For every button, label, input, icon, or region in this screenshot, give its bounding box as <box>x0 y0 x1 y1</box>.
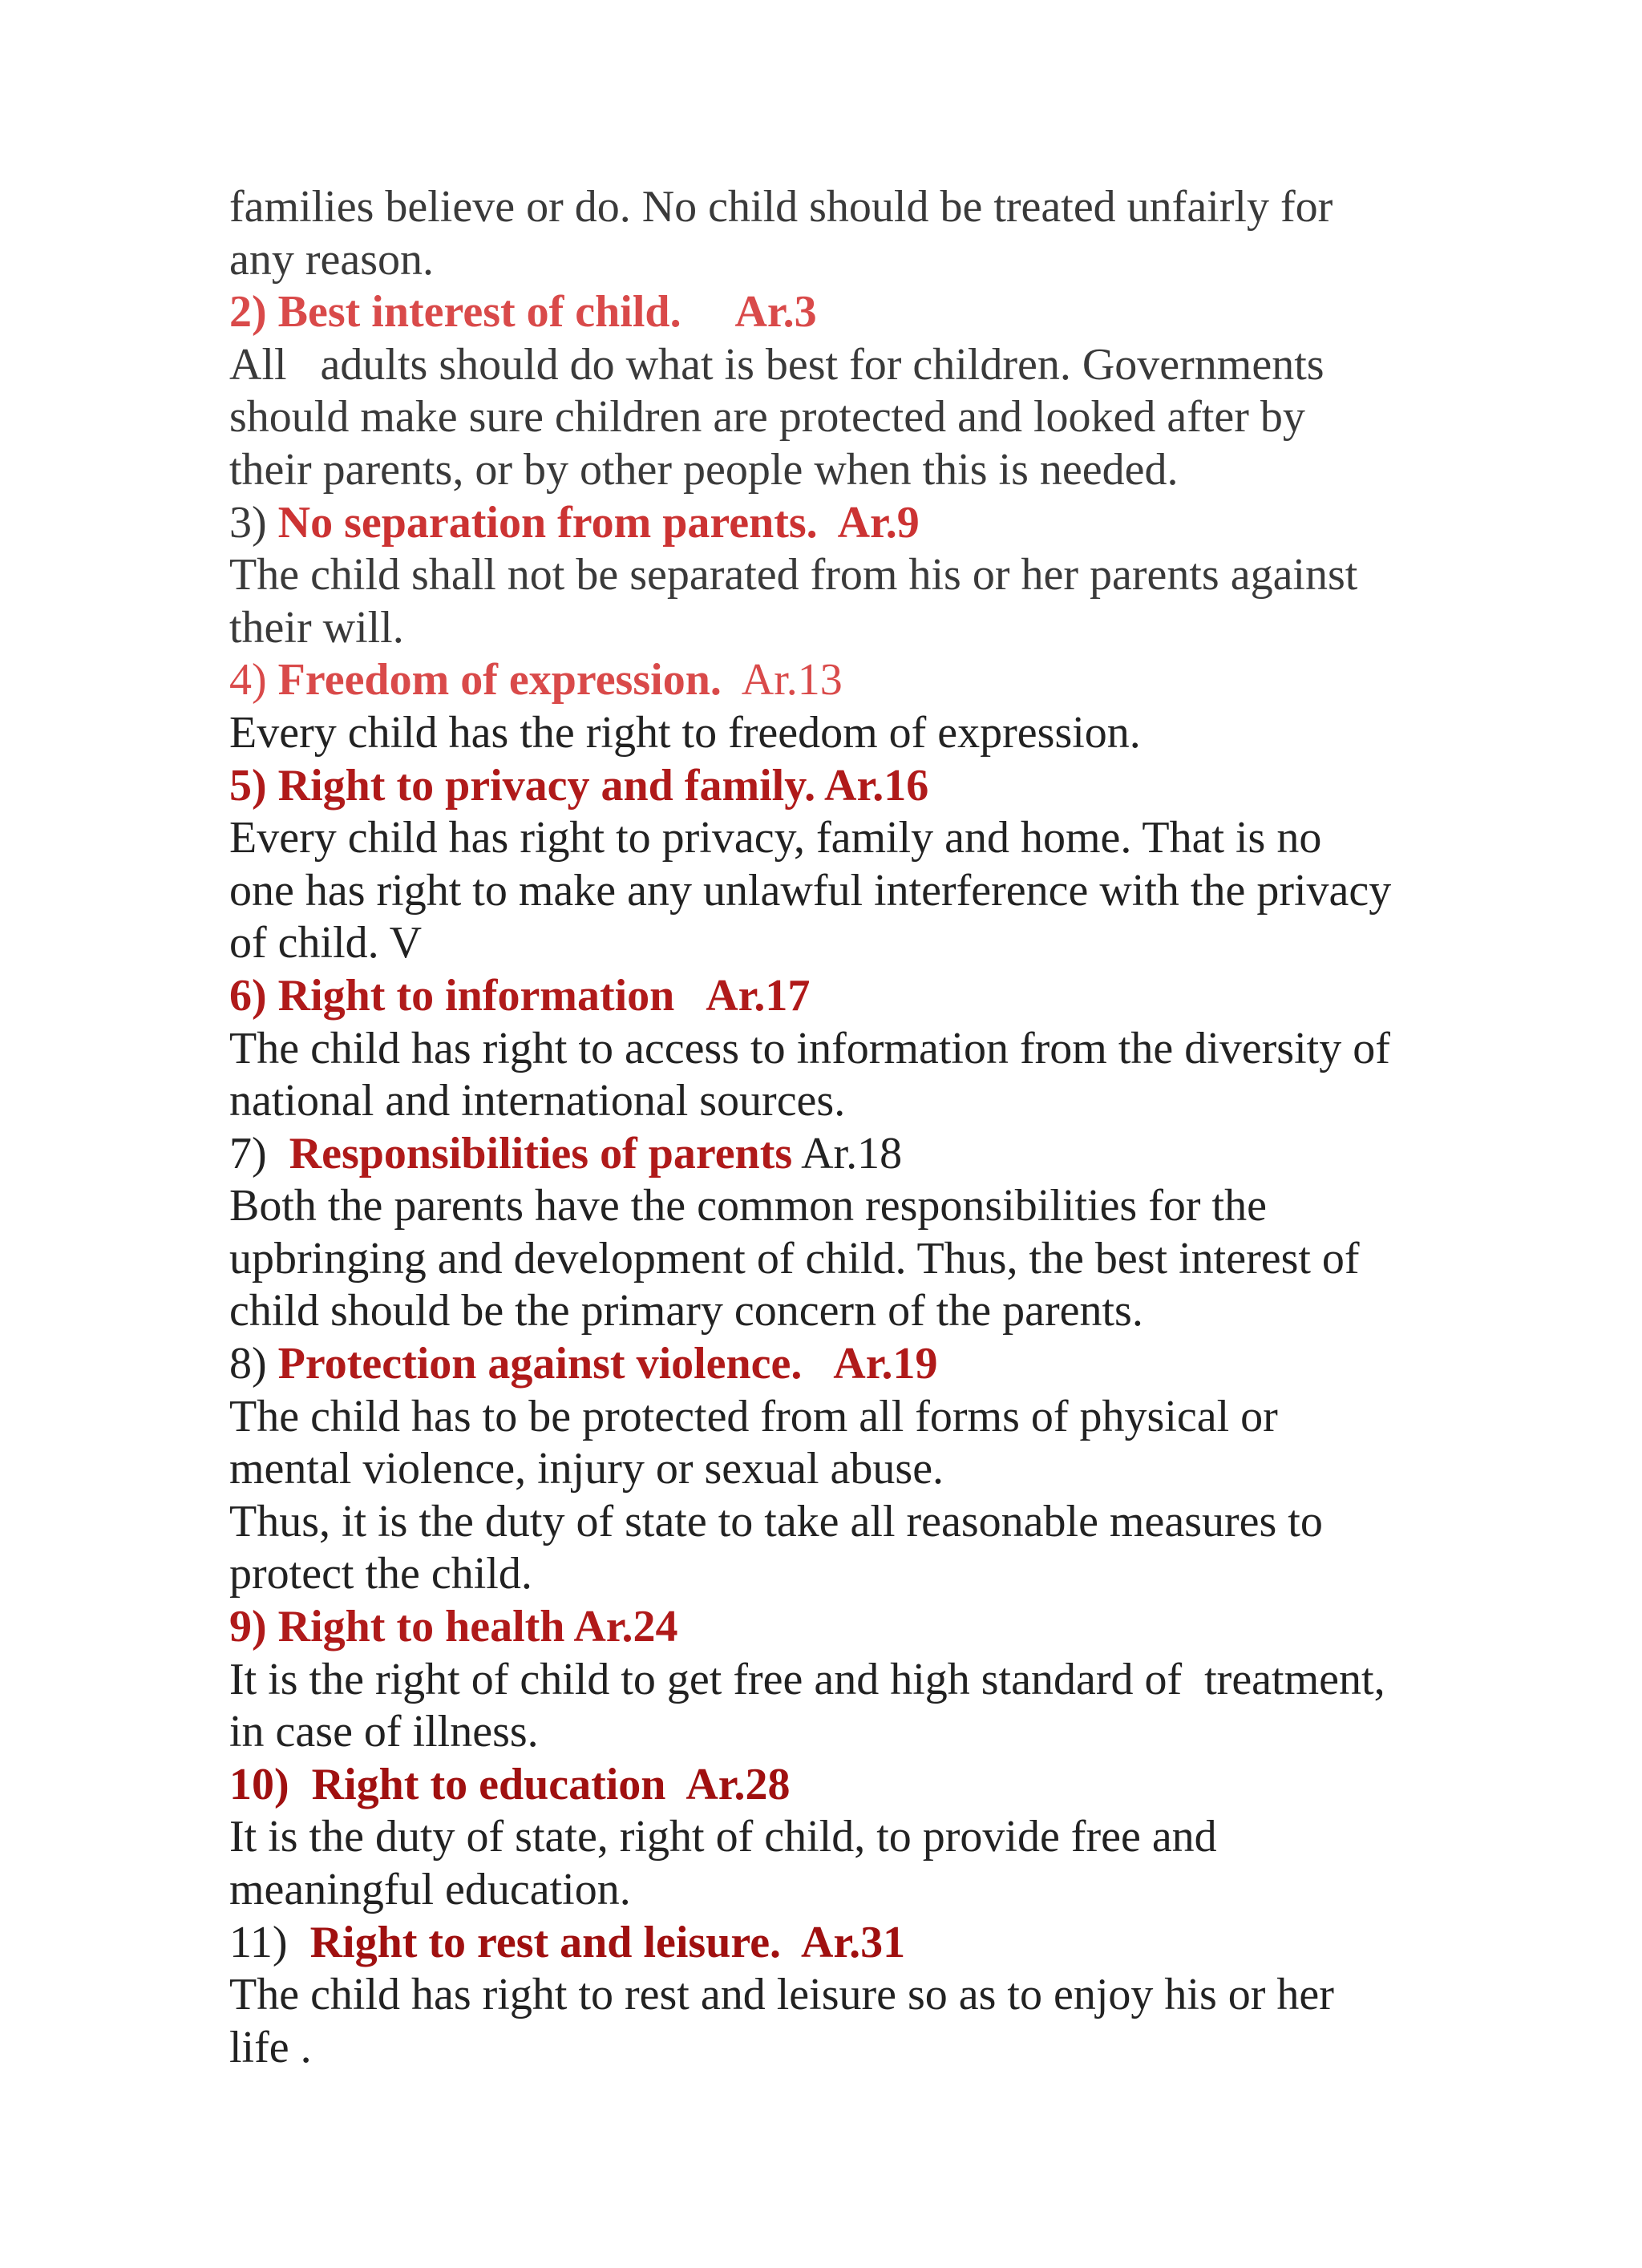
intro-line: families believe or do. No child should be treated unfairly for <box>229 182 1333 232</box>
right-body-line: It is the right of child to get free and high standard of treatment, <box>229 1654 1385 1704</box>
right-heading <box>229 286 1512 339</box>
right-body-line: life . <box>229 2022 312 2072</box>
right-heading <box>229 1601 1512 1654</box>
right-body-line: Every child has right to privacy, family and home. That is no <box>229 813 1322 863</box>
right-number: 6) <box>229 970 267 1021</box>
right-title: Right to rest and leisure. Ar.31 <box>309 1917 906 1967</box>
right-article: Ar.13 <box>741 655 843 705</box>
right-title: No separation from parents. Ar.9 <box>277 497 920 548</box>
document-page <box>229 181 1512 2074</box>
right-body-line: It is the duty of state, right of child, to provide free and <box>229 1812 1217 1862</box>
right-title: Right to education Ar.28 <box>311 1759 791 1809</box>
right-body-line: mental violence, injury or sexual abuse. <box>229 1444 944 1494</box>
right-heading <box>229 760 1512 813</box>
right-number: 2) <box>229 287 267 338</box>
right-body-line: of child. V <box>229 918 423 968</box>
right-body-line: child should be the primary concern of the parents. <box>229 1286 1143 1336</box>
right-heading <box>229 1917 1512 1970</box>
right-number: 10) <box>229 1759 289 1809</box>
right-heading <box>229 1338 1512 1391</box>
right-heading <box>229 654 1512 707</box>
right-title: Protection against violence. Ar.19 <box>277 1339 938 1389</box>
right-body-line: All adults should do what is best for children. Governments <box>229 339 1325 390</box>
right-body-line: The child has to be protected from all forms of physical or <box>229 1391 1278 1441</box>
right-article: Ar.18 <box>801 1128 903 1178</box>
right-number: 11) <box>229 1917 288 1967</box>
right-body-line: The child shall not be separated from his or her parents against <box>229 550 1358 600</box>
right-number: 4) <box>229 655 267 705</box>
right-title: Right to health Ar.24 <box>277 1602 678 1652</box>
right-heading <box>229 1759 1512 1812</box>
intro-line: any reason. <box>229 234 435 285</box>
right-body-line: national and international sources. <box>229 1076 846 1126</box>
right-body-line: Every child has the right to freedom of expression. <box>229 707 1141 758</box>
right-body-line: in case of illness. <box>229 1707 539 1757</box>
right-title: Freedom of expression. <box>277 655 722 705</box>
right-title: Best interest of child. Ar.3 <box>277 287 817 338</box>
right-heading <box>229 497 1512 550</box>
right-heading <box>229 1128 1512 1181</box>
right-number: 5) <box>229 760 267 811</box>
right-number: 8) <box>229 1339 267 1389</box>
right-number: 9) <box>229 1602 267 1652</box>
right-body-line: Both the parents have the common responsibilities for the <box>229 1181 1267 1231</box>
right-body-line: The child has right to access to information from the diversity of <box>229 1023 1390 1073</box>
right-body-line: Thus, it is the duty of state to take all reasonable measures to <box>229 1496 1323 1546</box>
right-body-line: their parents, or by other people when this is needed. <box>229 444 1179 495</box>
right-body-line: one has right to make any unlawful interference with the privacy <box>229 865 1392 916</box>
right-title: Responsibilities of parents <box>289 1128 793 1178</box>
right-title: Right to information Ar.17 <box>277 970 811 1021</box>
right-body-line: The child has right to rest and leisure so as to enjoy his or her <box>229 1970 1334 2020</box>
right-body-line: meaningful education. <box>229 1865 631 1914</box>
right-body-line: their will. <box>229 602 404 653</box>
right-body-line: upbringing and development of child. Thus, the best interest of <box>229 1233 1360 1284</box>
right-number: 3) <box>229 497 267 548</box>
right-number: 7) <box>229 1128 267 1178</box>
right-body-line: protect the child. <box>229 1549 532 1599</box>
right-heading <box>229 970 1512 1023</box>
right-title: Right to privacy and family. Ar.16 <box>277 760 929 811</box>
right-body-line: should make sure children are protected and looked after by <box>229 392 1305 443</box>
